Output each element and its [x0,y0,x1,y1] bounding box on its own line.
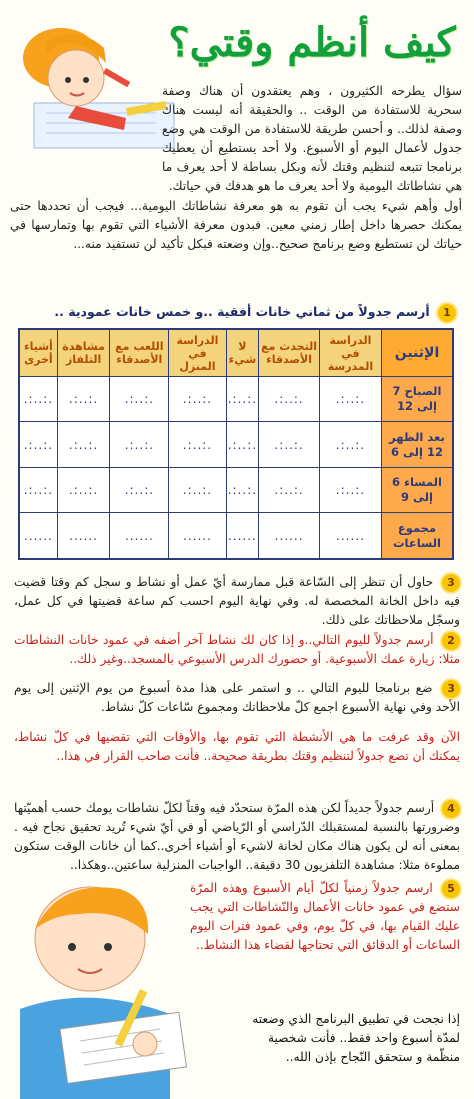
table-cell: .:..:. [169,467,226,512]
step-number-badge: 2 [442,632,460,650]
table-cell: .:..:. [319,467,381,512]
table-cell: .:..:. [19,377,57,422]
table-cell: .:..:. [226,467,259,512]
step-number-badge: 3 [442,680,460,698]
page-title: كيف أنظم وقتي؟ [168,19,456,66]
step-2-text: أرسم جدولاً لليوم التالي..و إذا كان لك نشاط آخر أضفه في عمود خانات النشاطات مثلا: زيارة عمك الأسبوعية. أو حضورك الدرس الأسبوعي بالمسجد..وغير ذلك.. [14,633,460,666]
step-4-note [14,799,460,875]
activities-paragraph: أول وأهم شيء يجب أن تقوم به هو معرفة نشاطاتك اليومية... فيجب أن تحددها حتى يمكنك حصرها داخل إطار زمني معين. فبدون معرفة الأشياء التي تقوم بها وتمارسها في حياتك لن تستطيع وضع برنامج صحيح..وإن وضعته فبكل تأكيد لن تستفيد منه... [10,199,462,251]
step-number-badge: 1 [438,304,456,322]
step-5-note [190,879,460,955]
table-cell: .:..:. [19,467,57,512]
step-2-note [14,631,460,669]
table-cell: .:..:. [259,467,320,512]
table-row [19,467,453,512]
row-header: الصباح 7 إلى 12 [382,377,454,422]
step-3b-note [14,679,460,717]
column-header: أشياء أخرى [19,329,57,377]
table-row-totals [19,513,453,559]
table-cell: .:..:. [110,467,169,512]
table-cell: .:..:. [57,422,110,467]
decision-note: الآن وقد عرفت ما هي الأنشطة التي تقوم بها، والأوقات التي تقضيها في كلّ نشاط، يمكنك أن تضع جدولاً لتنظيم وقتك بطريقة صحيحة.. فأنت صاحب القرار في هذا.. [14,730,460,763]
boy-writing-illustration [0,869,200,1099]
table-cell: ...... [319,513,381,559]
column-header: مشاهدة التلفاز [57,329,110,377]
table-cell: ...... [19,513,57,559]
table-cell: .:..:. [169,422,226,467]
step-5-text: ارسم جدولاً زمنياً لكلّ أيام الأسبوع وهذه المرّة ستضع في عمود خانات الأعمال والنّشاطات التي يجب عليك القيام بها، في كلّ يوم، وفي عمود فترات اليوم الساعات أو الدقائق التي تحتاجها لقضاء هذا النشاط.. [190,881,460,952]
schedule-table [18,328,454,560]
column-header: اللعب مع الأصدقاء [110,329,169,377]
step-1-text: أرسم جدولاً من ثماني خانات أفقية ..و خمس خانات عمودية .. [54,304,430,319]
column-header: التحدث مع الأصدقاء [259,329,320,377]
table-cell: .:..:. [57,467,110,512]
table-cell: ...... [259,513,320,559]
table-cell: ...... [110,513,169,559]
row-header: المساء 6 إلى 9 [382,467,454,512]
girl-reading-illustration [6,8,176,158]
table-cell: .:..:. [110,422,169,467]
table-cell: .:..:. [57,377,110,422]
table-cell: ...... [57,513,110,559]
table-corner-day: الإثنين [382,329,454,377]
table-cell: .:..:. [319,377,381,422]
step-3-note [14,573,460,630]
step-1-instruction [54,304,456,322]
step-3b-text: ضع برنامجا لليوم التالي .. و استمر على هذا مدة أسبوع من يوم الإثنين إلى يوم الأحد وفي نهاية الأسبوع اجمع كلّ ملاحظاتك ومجموع سّاعات كلّ نشاط. [14,681,460,714]
column-header: الدراسة في المدرسة [319,329,381,377]
column-header: الدراسة في المنزل [169,329,226,377]
table-cell: .:..:. [226,422,259,467]
column-header: لا شيء [226,329,259,377]
step-number-badge: 4 [442,800,460,818]
table-cell: .:..:. [319,422,381,467]
step-4-text: أرسم جدولاً جديداً لكن هذه المرّة ستحدّد فيه وقتاً لكلّ نشاطات يومك حسب أهميّتها وضرورتها بالنسبة لمستقبلك الدّراسي أو الرّياضي أو في أيّ شيء تُريد تحقيق نجاح فيه . بمعنى أنه لن يكون هناك مكان لخانة لاشيء أو أشياء أخرى..كما أن خانات الوقت ستكون مملوءة مثلا: مشاهدة التلفزيون 30 دقيقة.. الواجبات المنزلية ساعتين..وهكذا.. [14,801,460,872]
table-header-row [19,329,453,377]
table-cell: .:..:. [19,422,57,467]
step-3-text: حاول أن تنظر إلى السّاعة قبل ممارسة أيّ عمل أو نشاط و سجل كم وقتا قضيت فيه داخل الخانة المخصصة له. وفي نهاية اليوم احسب كم ساعة قضيتها في كل عمل، وسجّل ملاحظاتك على ذلك. [14,575,460,627]
intro-paragraph: سؤال يطرحه الكثيرون ، وهم يعتقدون أن هناك وصفة سحرية للاستفادة من الوقت .. والحقيقة أنه ليست هناك وصفة لذلك.. و أحسن طريقة للاستفادة من الوقت هي وضع جدول لأعمال اليوم أو الأسبوع. ولا أحد يستطيع أن يعطيك برنامجا تتبعه لتنظيم وقتك لأنه وبكل بساطة لا أحد يعرف ما هي نشاطاتك اليومية ولا أحد يعرف ما هو هدفك في حياتك. [162,84,462,193]
step-number-badge: 5 [442,880,460,898]
closing-text: إذا نجحت في تطبيق البرنامج الذي وضعته لمدّة أسبوع واحد فقط.. فأنت شخصية منظّمة و ستحقق النّجاح بإذن الله.. [252,1012,460,1064]
row-header: بعد الظهر 12 إلى 6 [382,422,454,467]
table-cell: .:..:. [259,422,320,467]
table-row [19,377,453,422]
table-cell: .:..:. [169,377,226,422]
table-row [19,422,453,467]
table-cell: .:..:. [226,377,259,422]
step-number-badge: 3 [442,574,460,592]
table-cell: ...... [169,513,226,559]
table-cell: ...... [226,513,259,559]
table-cell: .:..:. [110,377,169,422]
table-cell: .:..:. [259,377,320,422]
row-header: مجموع الساعات [382,513,454,559]
